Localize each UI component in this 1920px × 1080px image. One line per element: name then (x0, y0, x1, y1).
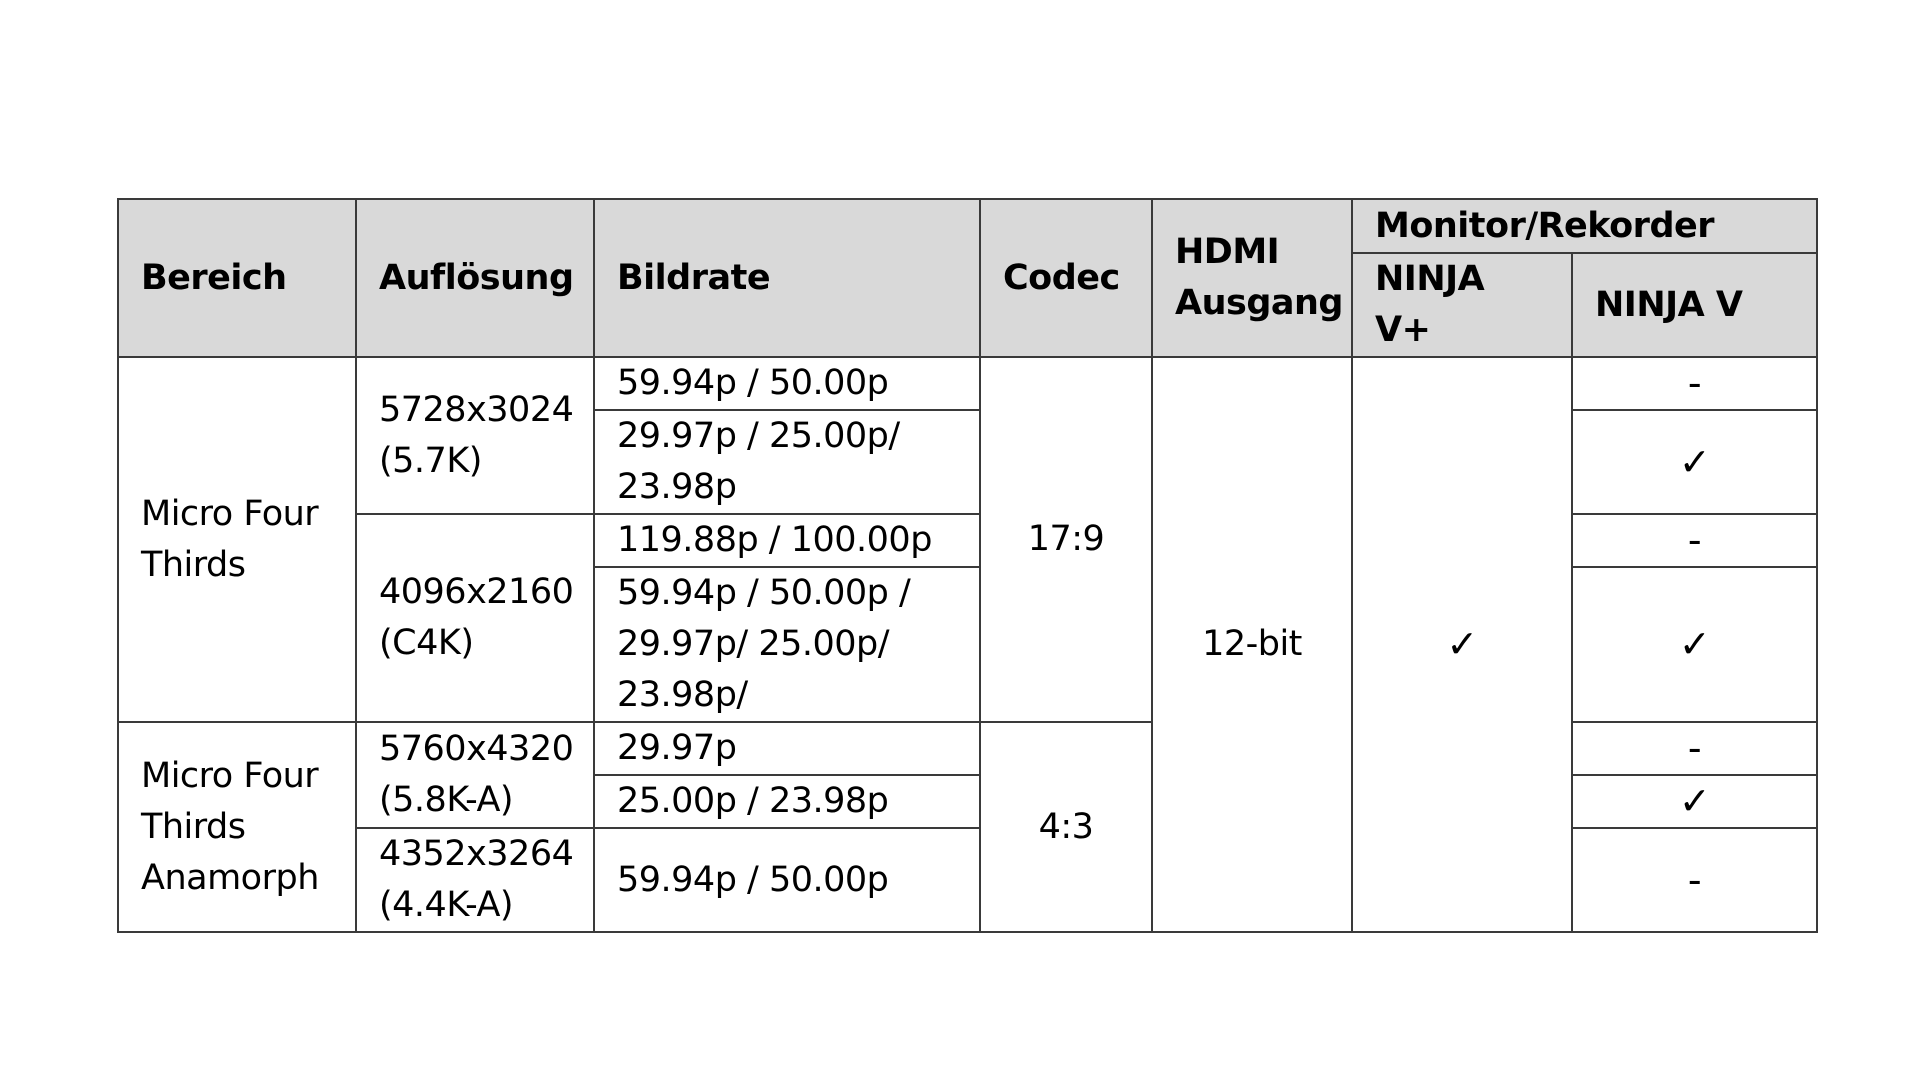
framerate-line: 29.97p/ 25.00p/ (617, 624, 890, 664)
header-hdmi-line1: HDMI (1175, 232, 1280, 272)
framerate-cell (594, 775, 980, 828)
resolution-line: 5760x4320 (379, 729, 574, 769)
codec-cell: 17:9 (980, 357, 1152, 722)
resolution-cell (356, 722, 594, 828)
resolution-line: 5728x3024 (379, 389, 574, 430)
bereich-line: Anamorph (141, 857, 319, 898)
resolution-line: (5.7K) (379, 440, 482, 481)
ninja-v-plus-check-icon: ✓ (1352, 357, 1572, 932)
resolution-line: (5.8K-A) (379, 780, 514, 820)
framerate-line: 59.94p / 50.00p (617, 859, 889, 900)
header-codec: Codec (980, 199, 1152, 357)
resolution-cell (356, 514, 594, 722)
framerate-line: 29.97p / 25.00p/ (617, 416, 900, 456)
framerate-line: 119.88p / 100.00p (617, 520, 932, 560)
resolution-cell (356, 828, 594, 932)
framerate-line: 23.98p (617, 467, 737, 507)
hdmi-output-cell: 12-bit (1152, 357, 1352, 932)
ninja-v-cell: - (1572, 722, 1817, 775)
framerate-cell (594, 357, 980, 410)
resolution-line: (4.4K-A) (379, 885, 514, 925)
bereich-line: Thirds (141, 544, 246, 585)
bereich-line: Micro Four (141, 755, 319, 796)
header-aufloesung: Auflösung (356, 199, 594, 357)
header-hdmi-line2: Ausgang (1175, 283, 1343, 323)
framerate-cell (594, 828, 980, 932)
resolution-line: 4096x2160 (379, 572, 574, 612)
codec-cell: 4:3 (980, 722, 1152, 932)
framerate-line: 59.94p / 50.00p (617, 363, 889, 403)
header-bildrate: Bildrate (594, 199, 980, 357)
ninja-v-check-icon: ✓ (1572, 410, 1817, 514)
bereich-line: Micro Four (141, 493, 319, 534)
header-hdmi-ausgang (1152, 199, 1352, 357)
ninja-v-cell: - (1572, 514, 1817, 567)
framerate-cell (594, 567, 980, 722)
framerate-cell (594, 722, 980, 775)
framerate-line: 23.98p/ (617, 675, 748, 715)
recording-spec-table (117, 198, 1818, 933)
resolution-line: (C4K) (379, 623, 474, 663)
bereich-cell (118, 722, 356, 932)
header-monitor-rekorder: Monitor/Rekorder (1352, 199, 1817, 253)
ninja-v-check-icon: ✓ (1572, 567, 1817, 722)
framerate-cell (594, 410, 980, 514)
ninja-v-check-icon: ✓ (1572, 775, 1817, 828)
resolution-cell (356, 357, 594, 514)
header-ninja-v-plus: NINJA V+ (1352, 253, 1572, 357)
framerate-line: 29.97p (617, 728, 737, 768)
framerate-line: 59.94p / 50.00p / (617, 573, 911, 613)
ninja-v-cell: - (1572, 357, 1817, 410)
resolution-line: 4352x3264 (379, 834, 574, 874)
header-ninja-v: NINJA V (1572, 253, 1817, 357)
bereich-cell (118, 357, 356, 722)
table-row (118, 357, 1817, 410)
header-bereich: Bereich (118, 199, 356, 357)
bereich-line: Thirds (141, 806, 246, 847)
framerate-line: 25.00p / 23.98p (617, 781, 889, 821)
framerate-cell (594, 514, 980, 567)
ninja-v-cell: - (1572, 828, 1817, 932)
